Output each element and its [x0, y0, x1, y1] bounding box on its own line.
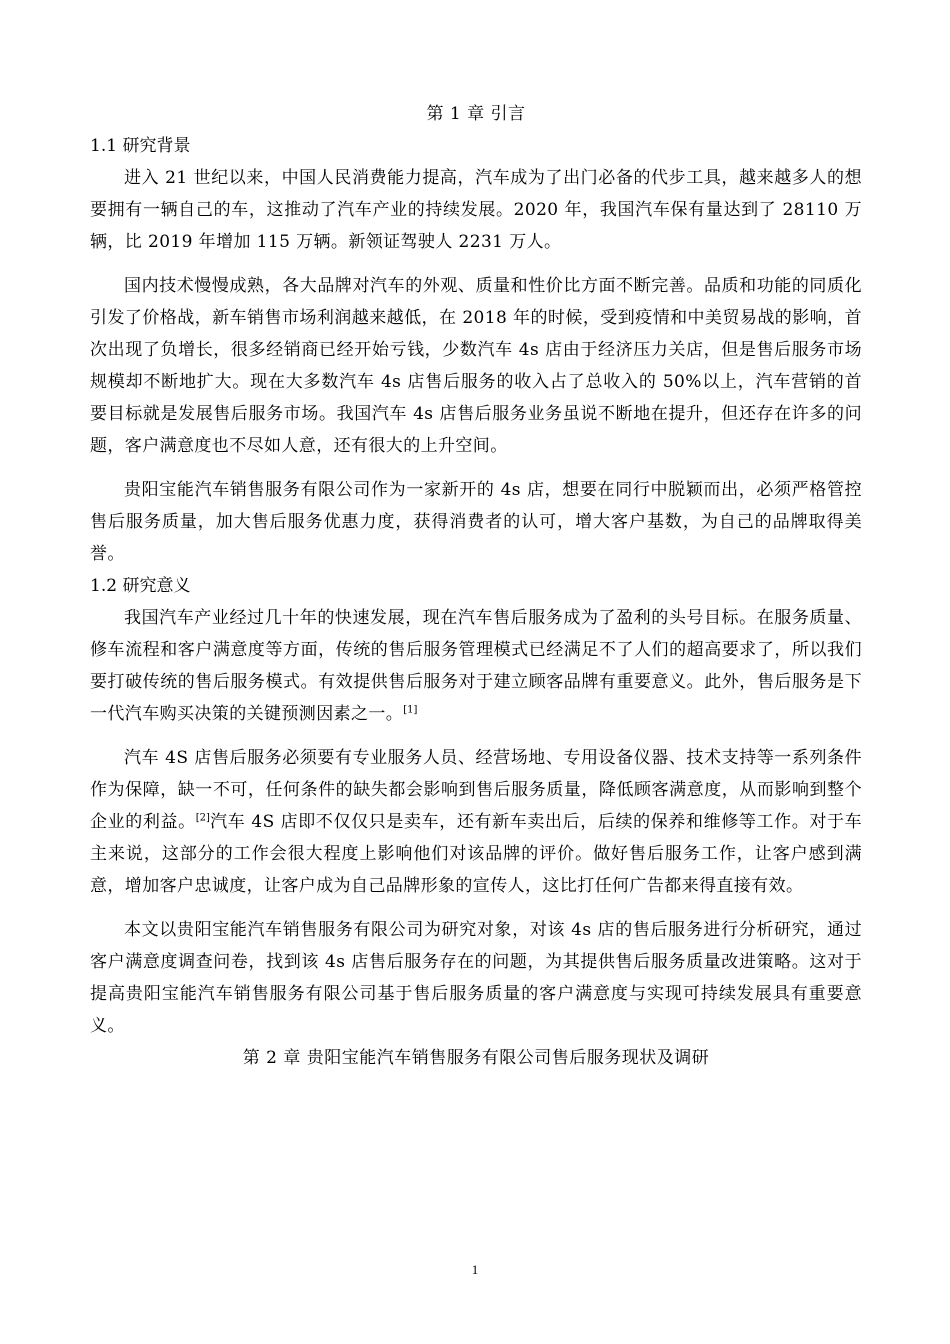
paragraph-significance-1-text: 我国汽车产业经过几十年的快速发展，现在汽车售后服务成为了盈利的头号目标。在服务质量、修车流程和客户满意度等方面，传统的售后服务管理模式已经满足不了人们的超高要求了，所以我们要打破传统的售后服务模式。有效提供售后服务对于建立顾客品牌有重要意义。此外，售后服务是下一代汽车购买决策的关键预测因素之一。	[90, 608, 862, 724]
paragraph-significance-1	[90, 602, 862, 730]
page-number: 1	[471, 1262, 479, 1277]
document-body	[90, 98, 862, 1074]
citation-ref-1[interactable]: [1]	[403, 704, 418, 716]
section-1-2-title: 1.2 研究意义	[90, 576, 191, 596]
paragraph-significance-2	[90, 742, 862, 902]
paragraph-background-2: 国内技术慢慢成熟，各大品牌对汽车的外观、质量和性价比方面不断完善。品质和功能的同质化引发了价格战，新车销售市场利润越来越低，在 2018 年的时候，受到疫情和中美贸易战的影响，首次出现了负增长，很多经销商已经开始亏钱，少数汽车 4s 店由于经济压力关店，但是售后服务市场规模却不断地扩大。现在大多数汽车 4s 店售后服务的收入占了总收入的 50%以上，汽车营销的首要目标就是发展售后服务市场。我国汽车 4s 店售后服务业务虽说不断地在提升，但还存在许多的问题，客户满意度也不尽如人意，还有很大的上升空间。	[90, 276, 862, 456]
citation-ref-2[interactable]: [2]	[195, 812, 210, 824]
paragraph-background-1: 进入 21 世纪以来，中国人民消费能力提高，汽车成为了出门必备的代步工具，越来越多人的想要拥有一辆自己的车，这推动了汽车产业的持续发展。2020 年，我国汽车保有量达到了 28110 万辆，比 2019 年增加 115 万辆。新领证驾驶人 2231 万人。	[90, 168, 862, 252]
chapter-2-title: 第 2 章 贵阳宝能汽车销售服务有限公司售后服务现状及调研	[242, 1048, 710, 1068]
paragraph-significance-2-text-b: 汽车 4S 店即不仅仅只是卖车，还有新车卖出后，后续的保养和维修等工作。对于车主来说，这部分的工作会很大程度上影响他们对该品牌的评价。做好售后服务工作，让客户感到满意，增加客户忠诚度，让客户成为自己品牌形象的宣传人，这比打任何广告都来得直接有效。	[90, 812, 862, 896]
chapter-1-title: 第 1 章 引言	[426, 104, 526, 124]
paragraph-background-3: 贵阳宝能汽车销售服务有限公司作为一家新开的 4s 店，想要在同行中脱颖而出，必须严格管控售后服务质量，加大售后服务优惠力度，获得消费者的认可，增大客户基数，为自己的品牌取得美誉。	[90, 480, 862, 564]
paragraph-significance-2-text-a: 汽车 4S 店售后服务必须要有专业服务人员、经营场地、专用设备仪器、技术支持等一系列条件作为保障，缺一不可，任何条件的缺失都会影响到售后服务质量，降低顾客满意度，从而影响到整个企业的利益。	[90, 748, 862, 832]
paragraph-significance-3: 本文以贵阳宝能汽车销售服务有限公司为研究对象，对该 4s 店的售后服务进行分析研究，通过客户满意度调查问卷，找到该 4s 店售后服务存在的问题，为其提供售后服务质量改进策略。这对于提高贵阳宝能汽车销售服务有限公司基于售后服务质量的客户满意度与实现可持续发展具有重要意义。	[90, 920, 862, 1036]
section-1-1-title: 1.1 研究背景	[90, 136, 191, 156]
